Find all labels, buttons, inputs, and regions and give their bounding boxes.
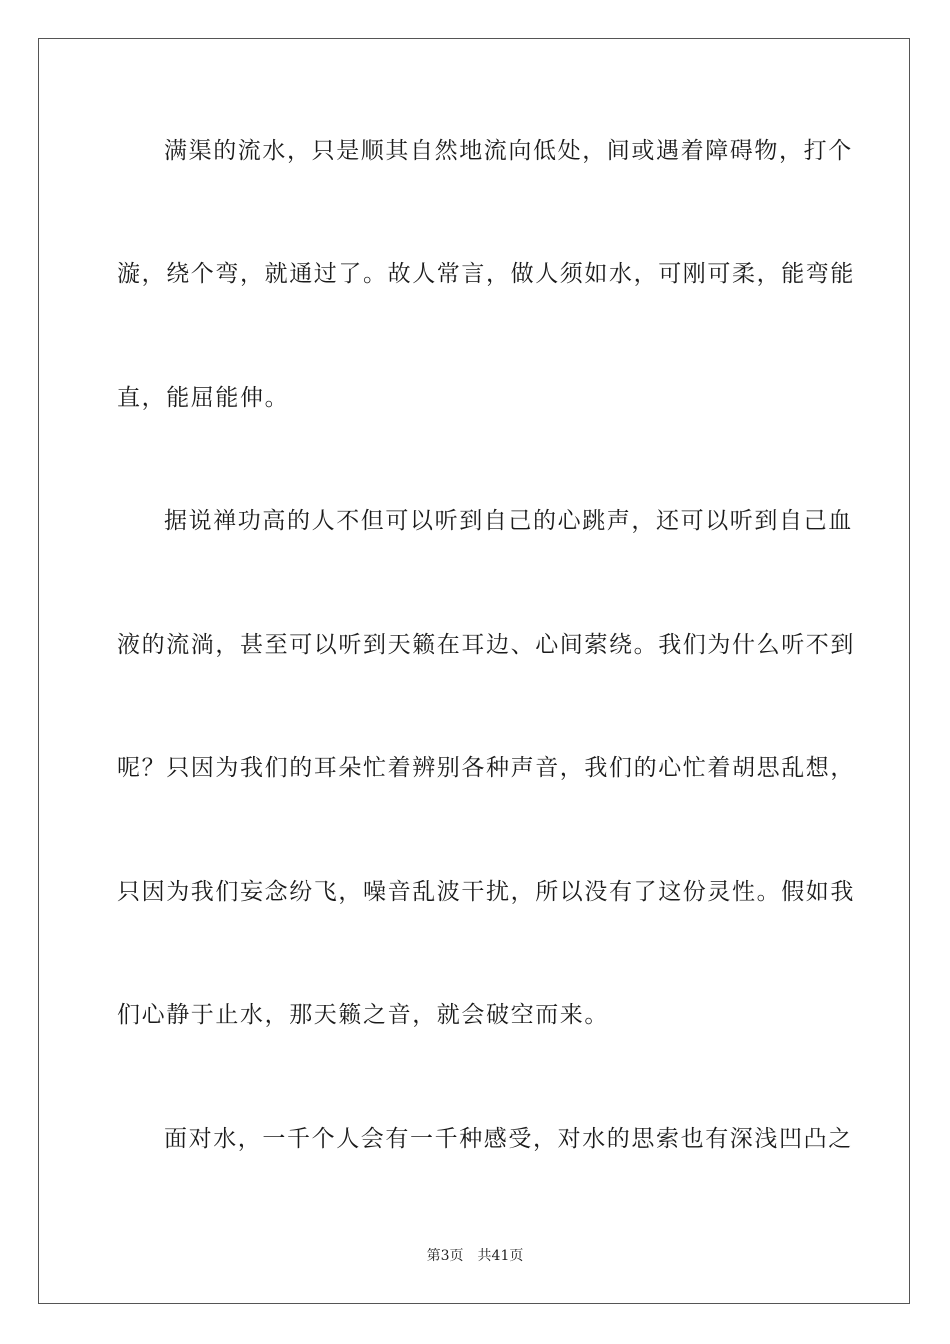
paragraph-2-line-2: 液的流淌，甚至可以听到天籁在耳边、心间萦绕。我们为什么听不到 <box>117 632 855 658</box>
paragraph-2-line-1: 据说禅功高的人不但可以听到自己的心跳声，还可以听到自己血 <box>164 508 853 534</box>
page-number: 第3页 <box>426 1248 464 1264</box>
paragraph-2-line-5: 们心静于止水，那天籁之音，就会破空而来。 <box>117 1002 609 1028</box>
page-footer <box>0 1247 950 1265</box>
paragraph-2-line-4: 只因为我们妄念纷飞，噪音乱波干扰，所以没有了这份灵性。假如我 <box>117 879 855 905</box>
page-border <box>38 38 910 1304</box>
paragraph-1-line-1: 满渠的流水，只是顺其自然地流向低处，间或遇着障碍物，打个 <box>164 138 853 164</box>
paragraph-1-line-3: 直，能屈能伸。 <box>117 385 290 411</box>
paragraph-1-line-2: 漩，绕个弯，就通过了。故人常言，做人须如水，可刚可柔，能弯能 <box>117 261 855 287</box>
paragraph-2-line-3: 呢？只因为我们的耳朵忙着辨别各种声音，我们的心忙着胡思乱想， <box>117 755 855 781</box>
page-total: 共41页 <box>477 1248 524 1264</box>
paragraph-3-line-1: 面对水，一千个人会有一千种感受，对水的思索也有深浅凹凸之 <box>164 1126 853 1152</box>
